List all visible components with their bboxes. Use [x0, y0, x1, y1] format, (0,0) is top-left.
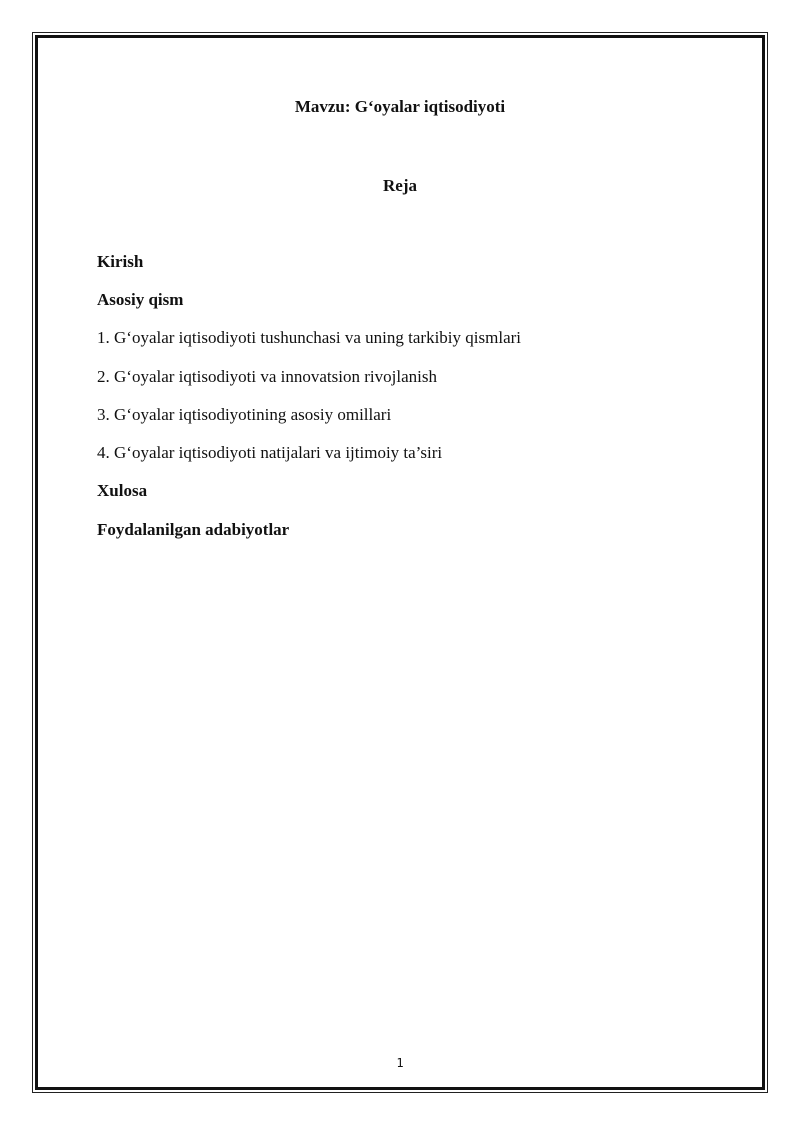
section-main-part: Asosiy qism [97, 290, 184, 309]
section-conclusion: Xulosa [97, 481, 148, 500]
plan-item-4: 4. G‘oyalar iqtisodiyoti natijalari va ijtimoiy ta’siri [97, 443, 443, 462]
plan-item-3: 3. G‘oyalar iqtisodiyotining asosiy omillari [97, 405, 392, 424]
plan-item-1: 1. G‘oyalar iqtisodiyoti tushunchasi va uning tarkibiy qismlari [97, 328, 521, 347]
document-title: Mavzu: G‘oyalar iqtisodiyoti [294, 97, 506, 116]
plan-heading: Reja [383, 176, 417, 195]
page-number: 1 [396, 1056, 404, 1070]
plan-item-2: 2. G‘oyalar iqtisodiyoti va innovatsion rivojlanish [97, 367, 437, 386]
section-references: Foydalanilgan adabiyotlar [97, 520, 290, 539]
section-intro: Kirish [97, 252, 144, 271]
